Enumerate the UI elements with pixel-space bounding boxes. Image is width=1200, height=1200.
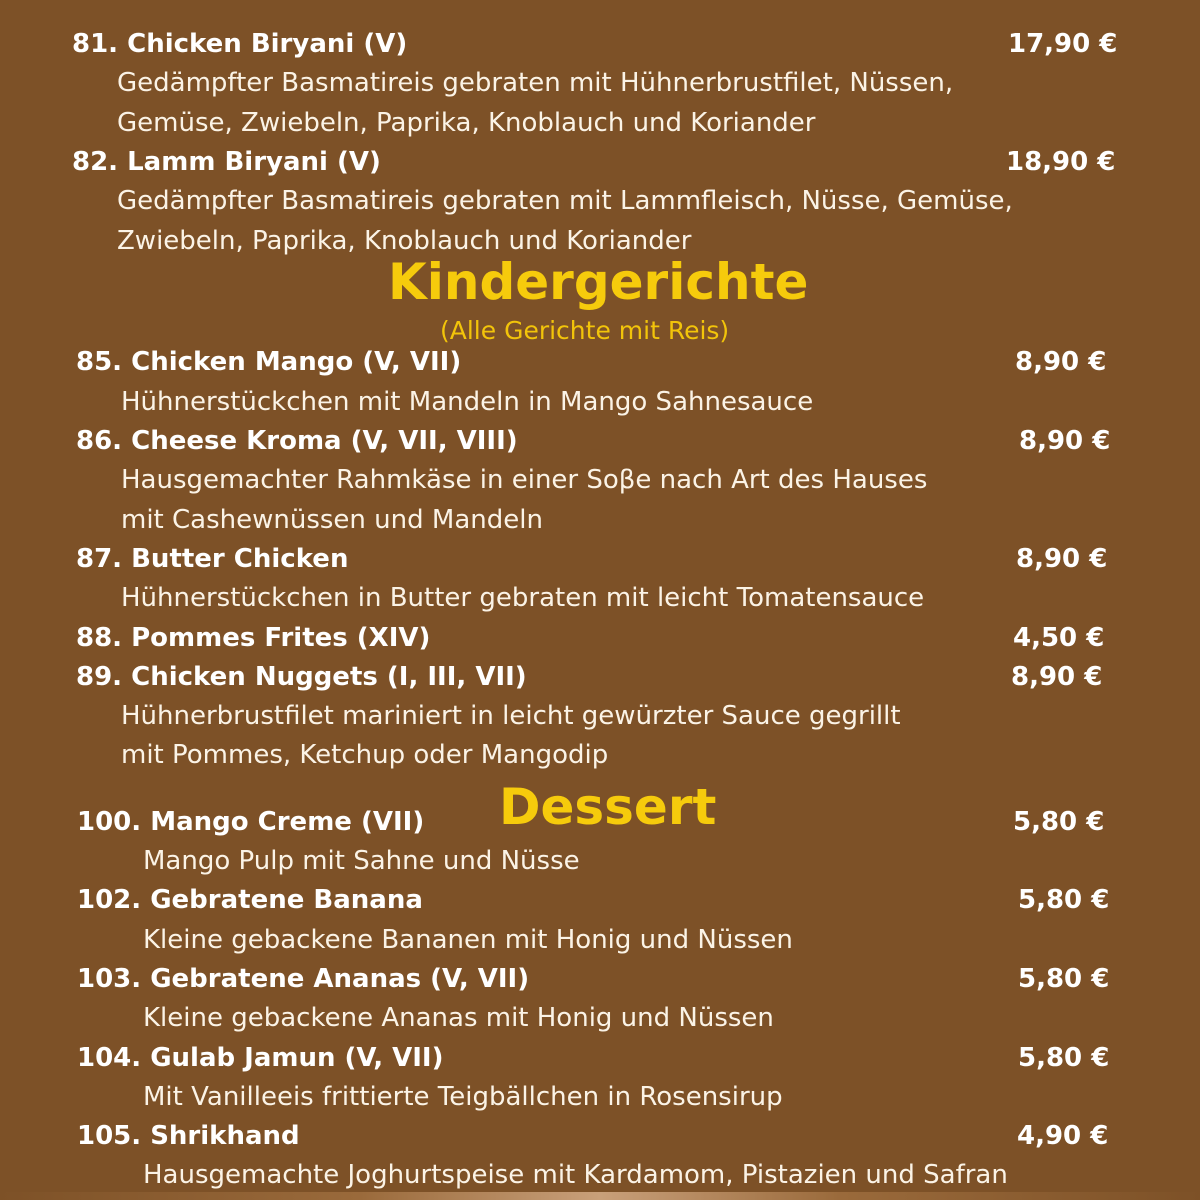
menu-item-description: mit Pommes, Ketchup oder Mangodip xyxy=(121,740,609,770)
menu-item-price: 4,50 € xyxy=(1013,623,1105,653)
menu-item-description: Kleine gebackene Ananas mit Honig und Nüssen xyxy=(143,1003,774,1033)
menu-item-name: 82. Lamm Biryani (V) xyxy=(72,147,381,177)
menu-item-price: 8,90 € xyxy=(1016,544,1108,574)
menu-item-price: 4,90 € xyxy=(1017,1121,1109,1151)
section-title-dessert: Dessert xyxy=(499,778,717,836)
section-title-kindergerichte: Kindergerichte xyxy=(388,253,809,311)
menu-item-description: mit Cashewnüssen und Mandeln xyxy=(121,505,543,535)
menu-item-price: 8,90 € xyxy=(1015,347,1107,377)
menu-item-description: Gedämpfter Basmatireis gebraten mit Lammfleisch, Nüsse, Gemüse, xyxy=(117,186,1013,216)
menu-item-name: 104. Gulab Jamun (V, VII) xyxy=(77,1043,444,1073)
menu-item-description: Gedämpfter Basmatireis gebraten mit Hühnerbrustfilet, Nüssen, xyxy=(117,68,954,98)
menu-item-name: 89. Chicken Nuggets (I, III, VII) xyxy=(76,662,527,692)
section-subtitle: (Alle Gerichte mit Reis) xyxy=(440,316,730,345)
menu-item-name: 87. Butter Chicken xyxy=(76,544,349,574)
menu-item-name: 100. Mango Creme (VII) xyxy=(77,807,425,837)
menu-item-price: 18,90 € xyxy=(1006,147,1116,177)
menu-item-description: Zwiebeln, Paprika, Knoblauch und Koriander xyxy=(117,226,692,256)
menu-item-price: 17,90 € xyxy=(1008,29,1118,59)
menu-item-price: 5,80 € xyxy=(1018,885,1110,915)
menu-item-name: 85. Chicken Mango (V, VII) xyxy=(76,347,462,377)
menu-item-name: 102. Gebratene Banana xyxy=(77,885,423,915)
menu-item-description: Kleine gebackene Bananen mit Honig und Nüssen xyxy=(143,925,793,955)
menu-item-price: 8,90 € xyxy=(1011,662,1103,692)
menu-item-name: 105. Shrikhand xyxy=(77,1121,300,1151)
menu-item-name: 103. Gebratene Ananas (V, VII) xyxy=(77,964,530,994)
menu-item-price: 8,90 € xyxy=(1019,426,1111,456)
menu-item-description: Mango Pulp mit Sahne und Nüsse xyxy=(143,846,580,876)
menu-item-name: 81. Chicken Biryani (V) xyxy=(72,29,408,59)
menu-item-description: Hühnerbrustfilet mariniert in leicht gewürzter Sauce gegrillt xyxy=(121,701,901,731)
menu-item-description: Hausgemachte Joghurtspeise mit Kardamom, Pistazien und Safran xyxy=(143,1160,1008,1190)
menu-item-name: 88. Pommes Frites (XIV) xyxy=(76,623,431,653)
menu-item-name: 86. Cheese Kroma (V, VII, VIII) xyxy=(76,426,518,456)
menu-item-description: Mit Vanilleeis frittierte Teigbällchen in Rosensirup xyxy=(143,1082,783,1112)
bottom-photo-strip xyxy=(0,1192,1200,1200)
menu-item-description: Hühnerstückchen in Butter gebraten mit leicht Tomatensauce xyxy=(121,583,925,613)
menu-item-description: Hausgemachter Rahmkäse in einer Soβe nach Art des Hauses xyxy=(121,465,928,495)
menu-item-description: Hühnerstückchen mit Mandeln in Mango Sahnesauce xyxy=(121,387,814,417)
menu-item-price: 5,80 € xyxy=(1013,807,1105,837)
menu-item-description: Gemüse, Zwiebeln, Paprika, Knoblauch und Koriander xyxy=(117,108,816,138)
menu-item-price: 5,80 € xyxy=(1018,1043,1110,1073)
menu-item-price: 5,80 € xyxy=(1018,964,1110,994)
